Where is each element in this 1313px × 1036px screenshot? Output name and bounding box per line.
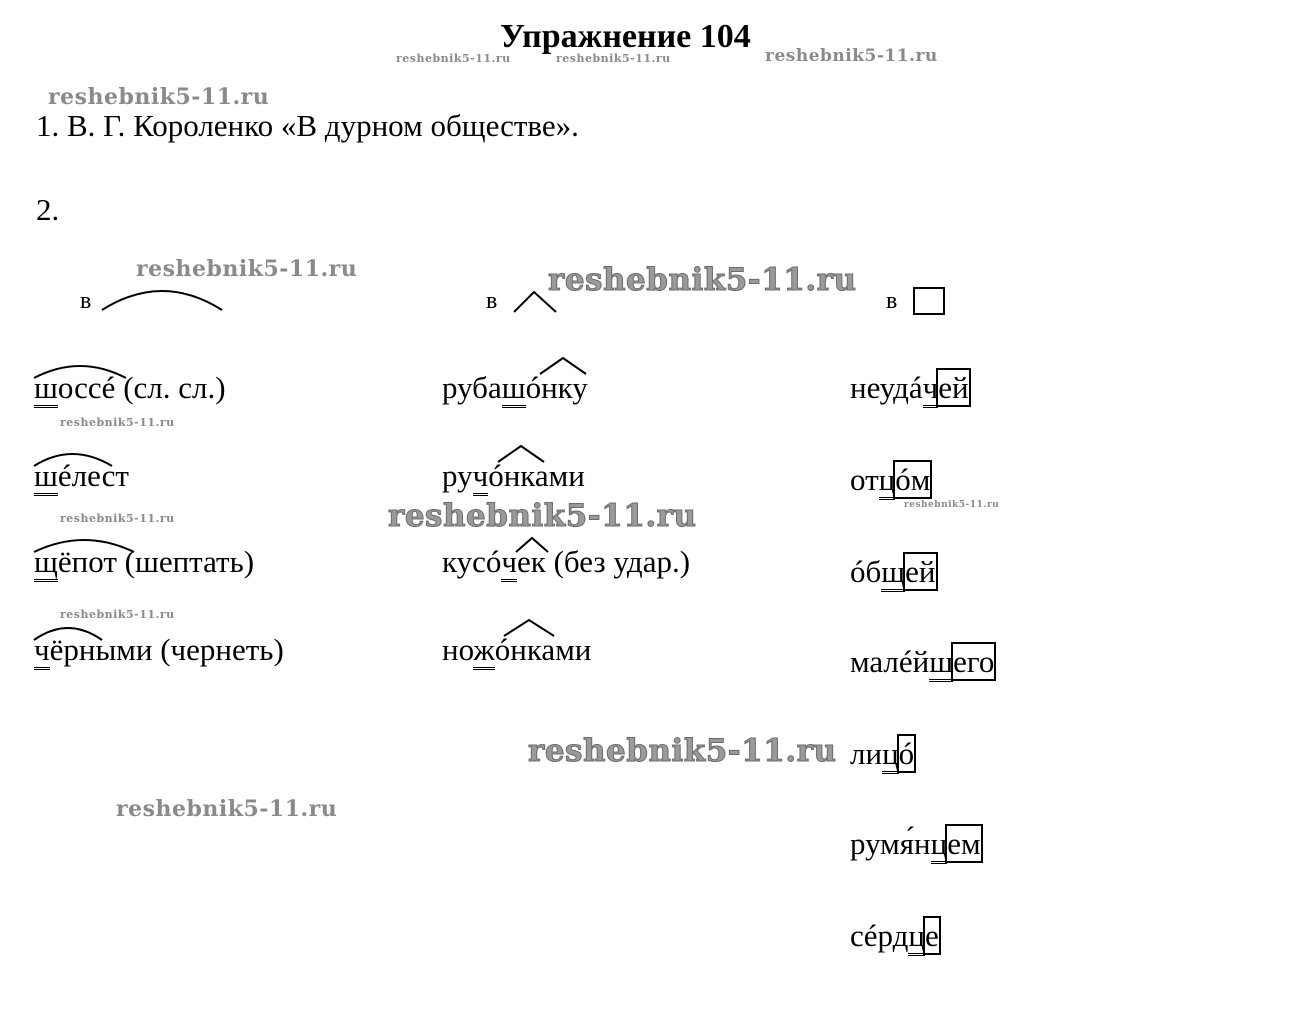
list-item: неудáчей: [850, 370, 969, 406]
root-arc: [32, 622, 104, 642]
list-item: шéлест: [34, 458, 129, 494]
watermark: reshebnik5-11.ru: [60, 416, 175, 429]
ending-box-symbol: [912, 286, 946, 316]
diagram-label-ending: в: [886, 288, 898, 314]
watermark: reshebnik5-11.ru: [548, 262, 857, 298]
underlined-letter: ш: [34, 370, 58, 408]
root-arc: [32, 448, 114, 468]
watermark: reshebnik5-11.ru: [48, 84, 270, 110]
watermark: reshebnik5-11.ru: [528, 733, 837, 769]
list-item: отцóм: [850, 462, 930, 498]
list-item: кусóчек (без удар.): [442, 544, 690, 580]
suffix-mark: [496, 444, 546, 464]
list-item: лицó: [850, 736, 914, 772]
diagram-label-root: в: [80, 288, 92, 314]
watermark: reshebnik5-11.ru: [116, 796, 338, 822]
list-item: малéйшего: [850, 644, 994, 680]
watermark: reshebnik5-11.ru: [60, 512, 175, 525]
watermark: reshebnik5-11.ru: [904, 500, 1000, 510]
list-item: ручóнками: [442, 458, 585, 494]
suffix-mark: [514, 536, 550, 554]
list-item: рубашóнку: [442, 370, 588, 406]
root-arc: [32, 360, 128, 380]
suffix-symbol: [512, 290, 558, 314]
diagram-label-suffix: в: [486, 288, 498, 314]
item-1-text: 1. В. Г. Короленко «В дурном обществе».: [36, 108, 579, 143]
list-item: óбщей: [850, 554, 936, 590]
list-item: чёрными (чернеть): [34, 632, 284, 668]
suffix-mark: [502, 618, 556, 638]
page-title: Упражнение 104: [500, 18, 751, 55]
list-item: румя́нцем: [850, 826, 981, 862]
root-arc: [32, 534, 136, 554]
list-item: шоссé (сл. сл.): [34, 370, 226, 406]
watermark: reshebnik5-11.ru: [60, 608, 175, 621]
watermark: reshebnik5-11.ru: [388, 498, 697, 534]
suffix-mark: [538, 356, 588, 376]
list-item: щёпот (шептать): [34, 544, 254, 580]
watermark: reshebnik5-11.ru: [396, 52, 511, 65]
watermark: reshebnik5-11.ru: [765, 46, 938, 66]
root-arc-symbol: [100, 284, 225, 314]
item-2-label: 2.: [36, 192, 60, 227]
watermark: reshebnik5-11.ru: [136, 256, 358, 282]
list-item: сéрдце: [850, 918, 939, 954]
watermark: reshebnik5-11.ru: [556, 52, 671, 65]
list-item: ножóнками: [442, 632, 591, 668]
